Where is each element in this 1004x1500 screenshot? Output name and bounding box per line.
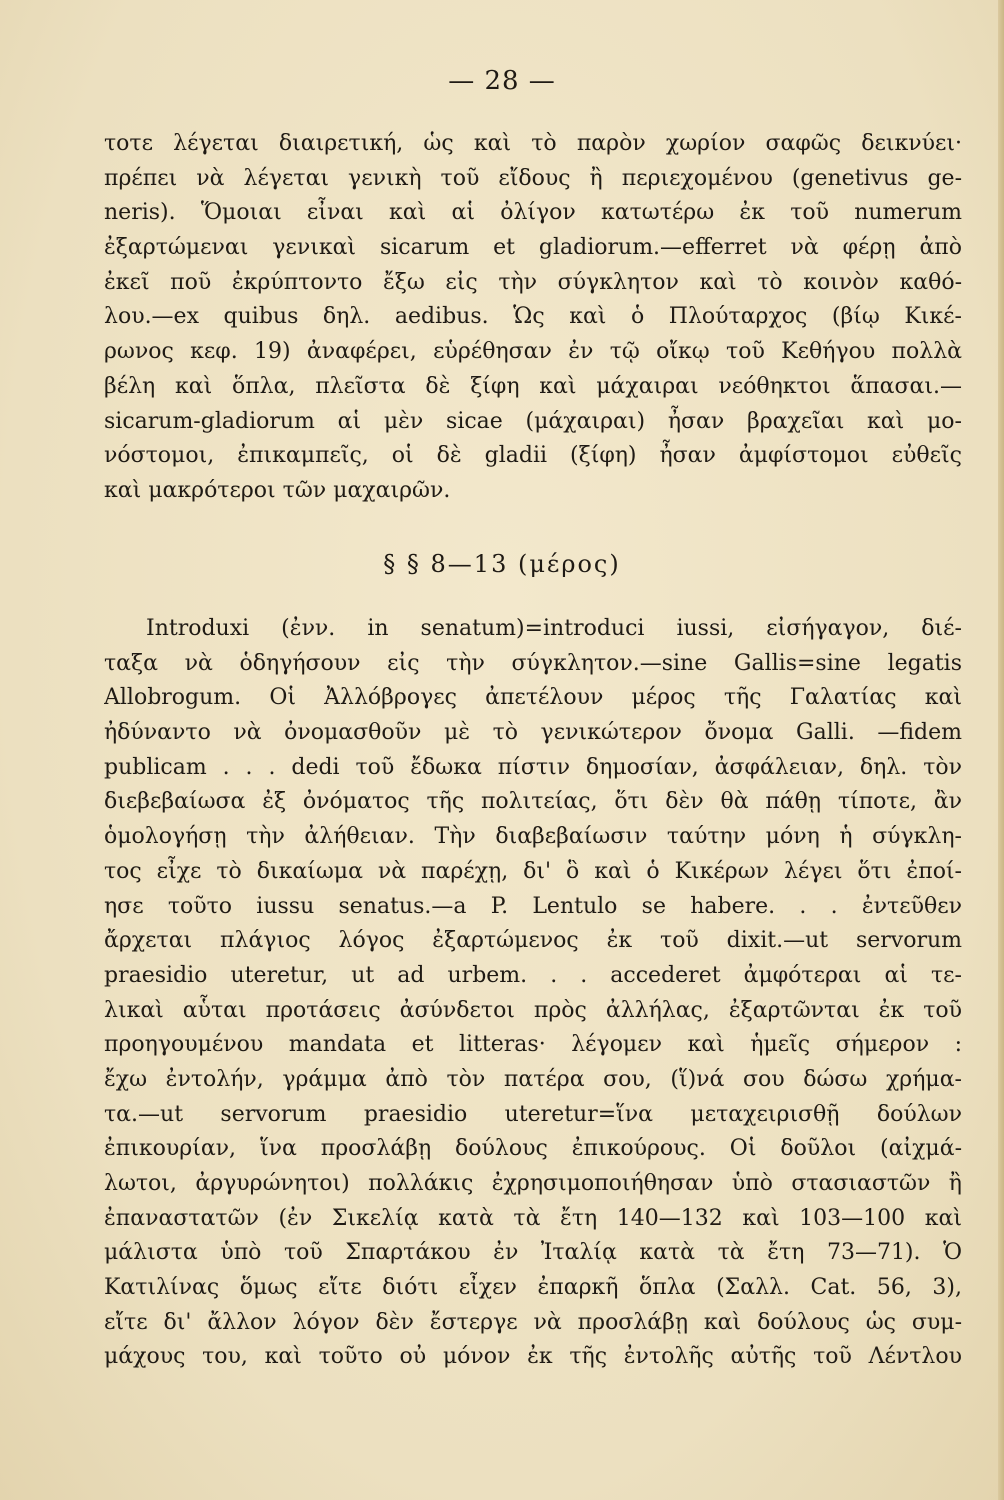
text-line: προηγουμένου mandata et litteras· λέγομεν καὶ ἡμεῖς σήμερον : xyxy=(104,1032,962,1058)
text-line: διεβεβαίωσα ἐξ ὀνόματος τῆς πολιτείας, ὅτι δὲν θὰ πάθῃ τίποτε, ἂν xyxy=(104,789,962,815)
text-line: publicam . . . dedi τοῦ ἔδωκα πίστιν δημοσίαν, ἀσφάλειαν, δηλ. τὸν xyxy=(104,754,962,780)
text-line: εἴτε δι' ἄλλον λόγον δὲν ἔστεργε νὰ προσλάβῃ καὶ δούλους ὡς συμ- xyxy=(104,1309,962,1335)
text-line: καὶ μακρότεροι τῶν μαχαιρῶν. xyxy=(104,477,451,503)
text-line: βέλη καὶ ὅπλα, πλεῖστα δὲ ξίφη καὶ μάχαιραι νεόθηκτοι ἅπασαι.— xyxy=(104,373,962,399)
text-line: τος εἶχε τὸ δικαίωμα νὰ παρέχῃ, δι' ὃ καὶ ὁ Κικέρων λέγει ὅτι ἐποί- xyxy=(104,858,962,884)
text-line: ἐπαναστατῶν (ἐν Σικελίᾳ κατὰ τὰ ἔτη 140—132 καὶ 103—100 καὶ xyxy=(104,1205,962,1231)
text-line: ἄρχεται πλάγιος λόγος ἐξαρτώμενος ἐκ τοῦ dixit.—ut servorum xyxy=(104,928,962,954)
text-line: λικαὶ αὗται προτάσεις ἀσύνδετοι πρὸς ἀλλήλας, ἐξαρτῶνται ἐκ τοῦ xyxy=(104,997,962,1023)
text-line: neris). Ὅμοιαι εἶναι καὶ αἱ ὀλίγον κατωτέρω ἐκ τοῦ numerum xyxy=(104,200,962,226)
commentary-paragraph-2 xyxy=(104,612,962,1375)
text-line: praesidio uteretur, ut ad urbem. . . accederet ἀμφότεραι αἱ τε- xyxy=(104,962,962,988)
text-line: ταξα νὰ ὁδηγήσουν εἰς τὴν σύγκλητον.—sine Gallis=sine legatis xyxy=(104,650,962,676)
text-line: ρωνος κεφ. 19) ἀναφέρει, εὑρέθησαν ἐν τῷ οἴκῳ τοῦ Κεθήγου πολλὰ xyxy=(104,339,962,365)
text-line: ἐπικουρίαν, ἵνα προσλάβῃ δούλους ἐπικούρους. Οἱ δοῦλοι (αἰχμά- xyxy=(104,1136,962,1162)
text-line: ἔχω ἐντολήν, γράμμα ἀπὸ τὸν πατέρα σου, (ἵ)νά σου δώσω χρήμα- xyxy=(104,1066,962,1092)
text-line: ἐξαρτώμεναι γενικαὶ sicarum et gladiorum.—efferret νὰ φέρῃ ἀπὸ xyxy=(104,235,962,261)
text-line: sicarum-gladiorum αἱ μὲν sicae (μάχαιραι) ἦσαν βραχεῖαι καὶ μο- xyxy=(104,408,962,434)
text-line: τα.—ut servorum praesidio uteretur=ἵνα μεταχειρισθῇ δούλων xyxy=(104,1101,962,1127)
section-heading: § § 8—13 (μέρος) xyxy=(383,550,621,578)
text-line: λου.—ex quibus δηλ. aedibus. Ὡς καὶ ὁ Πλούταρχος (βίῳ Κικέ- xyxy=(104,304,962,330)
text-line: Introduxi (ἐνν. in senatum)=introduci iussi, εἰσήγαγον, διέ- xyxy=(146,616,962,641)
text-line: ησε τοῦτο iussu senatus.—a P. Lentulo se habere. . . ἐντεῦθεν xyxy=(104,893,962,919)
text-line: λωτοι, ἀργυρώνητοι) πολλάκις ἐχρησιμοποιήθησαν ὑπὸ στασιαστῶν ἢ xyxy=(104,1171,962,1196)
text-line: τοτε λέγεται διαιρετική, ὡς καὶ τὸ παρὸν χωρίον σαφῶς δεικνύει· xyxy=(104,131,962,156)
text-line: ὁμολογήσῃ τὴν ἀλήθειαν. Τὴν διαβεβαίωσιν ταύτην μόνη ἡ σύγκλη- xyxy=(104,824,962,850)
text-line: μάλιστα ὑπὸ τοῦ Σπαρτάκου ἐν Ἰταλίᾳ κατὰ τὰ ἔτη 73—71). Ὁ xyxy=(104,1240,962,1266)
page-edge xyxy=(998,0,1004,1500)
text-line: μάχους του, καὶ τοῦτο οὐ μόνον ἐκ τῆς ἐντολῆς αὐτῆς τοῦ Λέντλου xyxy=(104,1344,962,1370)
text-line: Allobrogum. Οἱ Ἀλλόβρογες ἀπετέλουν μέρος τῆς Γαλατίας καὶ xyxy=(104,685,962,711)
text-line: ἐκεῖ ποῦ ἐκρύπτοντο ἔξω εἰς τὴν σύγκλητον καὶ τὸ κοινὸν καθό- xyxy=(104,269,962,295)
text-line: νόστομοι, ἐπικαμπεῖς, οἱ δὲ gladii (ξίφη) ἦσαν ἀμφίστομοι εὐθεῖς xyxy=(104,443,962,469)
text-line: πρέπει νὰ λέγεται γενικὴ τοῦ εἴδους ἢ περιεχομένου (genetivus ge- xyxy=(104,165,962,191)
commentary-paragraph-1 xyxy=(104,127,962,509)
page-number: — 28 — xyxy=(448,66,556,96)
text-line: ἠδύναντο νὰ ὀνομασθοῦν μὲ τὸ γενικώτερον ὄνομα Galli. —fidem xyxy=(104,720,962,746)
text-line: Κατιλίνας ὅμως εἴτε διότι εἶχεν ἐπαρκῆ ὅπλα (Σαλλ. Cat. 56, 3), xyxy=(104,1275,962,1301)
